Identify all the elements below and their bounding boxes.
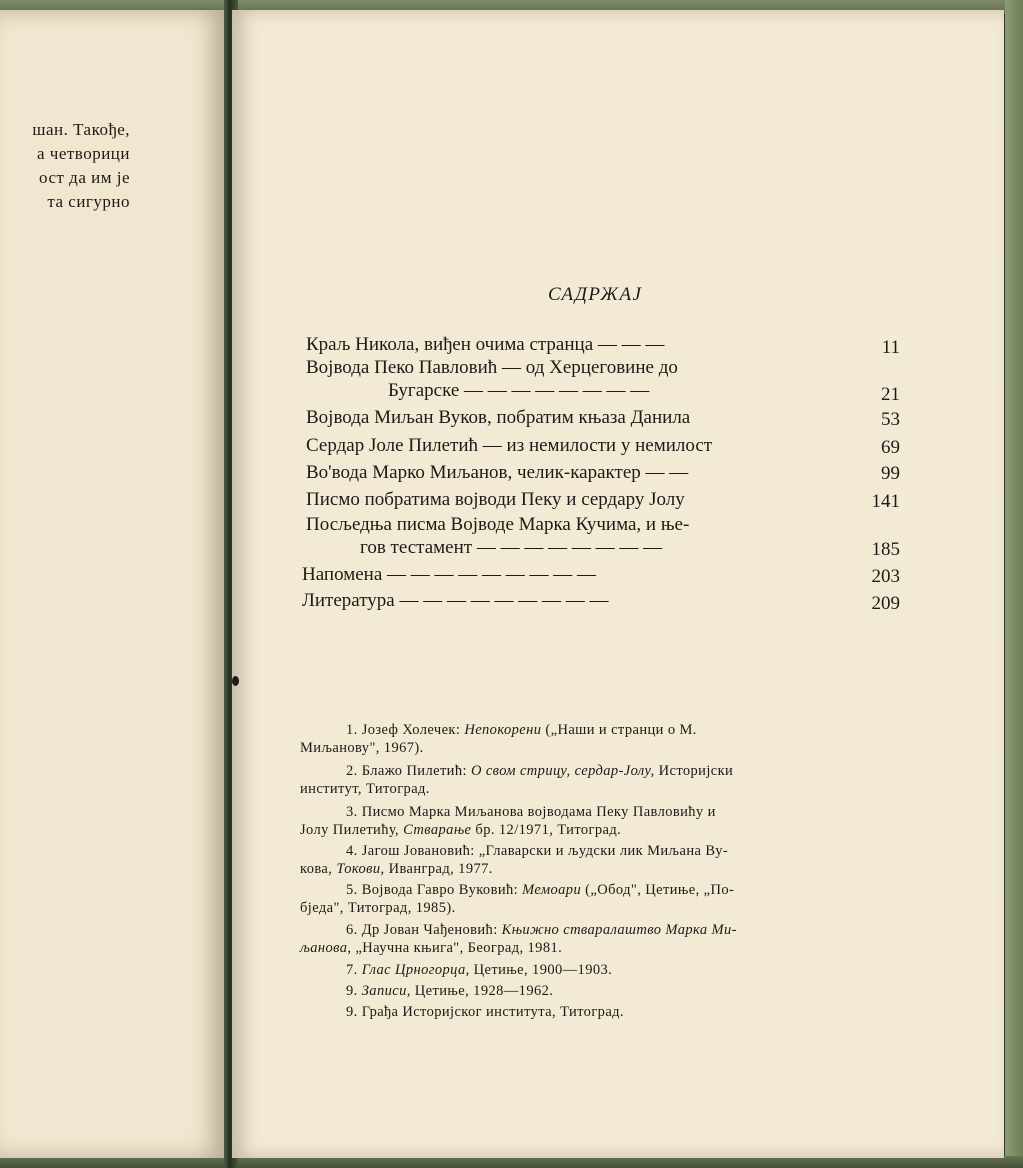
toc-entry-title-continued: Бугарске — — — — — — — —	[388, 380, 650, 401]
footnote	[346, 922, 737, 939]
toc-entry-title: Сердар Јоле Пилетић — из немилости у немилост	[306, 435, 713, 456]
footnote-continued: институт, Титоград.	[300, 781, 430, 797]
footnote-text: 2. Блажо Пилетић:	[346, 763, 467, 779]
footnote	[346, 882, 734, 899]
footnote-title: Стварање	[403, 822, 472, 838]
footnote-title: Књижно стваралаштво Марка Ми-	[501, 922, 737, 938]
footnote-text: („Обод", Цетиње, „По-	[585, 882, 735, 898]
left-line: ост да им је	[39, 168, 130, 187]
toc-entry-page: 203	[871, 566, 900, 587]
footnote-continued: бједа", Титоград, 1985).	[300, 900, 456, 916]
toc-entry-page: 185	[871, 539, 900, 560]
left-line: та сигурно	[47, 192, 130, 211]
toc-entry-page: 99	[881, 463, 900, 484]
footnote: 9. Грађа Историјског института, Титоград.	[346, 1004, 624, 1020]
footnote-text: („Наши и странци о М.	[545, 722, 697, 738]
footnote	[346, 722, 697, 739]
footnote-continued	[300, 861, 493, 878]
footnote-text: кова,	[300, 861, 333, 877]
toc-entry-title: Војвода Пеко Павловић — од Херцеговине до	[306, 357, 678, 378]
footnote-title: О свом стрицу, сердар-Јолу,	[470, 763, 655, 779]
footnote-text: „Научна књига", Београд, 1981.	[355, 940, 563, 956]
left-page-text	[32, 118, 130, 214]
toc-entry-page: 53	[881, 409, 900, 430]
footnote-text: 5. Војвода Гавро Вуковић:	[346, 882, 519, 898]
footnote-text: Историјски	[658, 763, 734, 779]
footnote	[346, 983, 553, 1000]
footnote-text: Иванград, 1977.	[388, 861, 493, 877]
toc-entry-title: Посљедња писма Војводе Марка Кучима, и ње-	[306, 514, 690, 535]
footnote-title: љанова,	[300, 940, 352, 956]
footnote-text: Цетиње, 1928—1962.	[414, 983, 554, 999]
footnote-text: 9.	[346, 983, 358, 999]
toc-entry-page: 141	[871, 491, 900, 512]
footnote-text: бр. 12/1971, Титоград.	[475, 822, 622, 838]
left-page	[0, 10, 226, 1158]
footnote-title: Мемоари	[522, 882, 582, 898]
left-line: шан. Такође,	[32, 120, 130, 139]
book-cover-right-edge	[1005, 0, 1023, 1168]
footnote-text: 1. Јозеф Холечек:	[346, 722, 461, 738]
toc-entry-title-continued: гов тестамент — — — — — — — —	[360, 537, 663, 558]
footnote-title: Записи,	[361, 983, 411, 999]
footnote	[346, 763, 733, 780]
ink-dot	[232, 676, 239, 686]
toc-entry-page: 11	[881, 337, 900, 358]
toc-entry-title: Краљ Никола, виђен очима странца — — —	[306, 334, 665, 355]
footnote-text: 6. Др Јован Чађеновић:	[346, 922, 498, 938]
footnote	[346, 962, 612, 979]
footnote-text: 7.	[346, 962, 358, 978]
footnote-title: Токови,	[336, 861, 385, 877]
left-line: а четворици	[36, 144, 130, 163]
toc-entry-title: Писмо побратима војводи Пеку и сердару Јолу	[306, 489, 685, 510]
toc-entry-page: 69	[881, 437, 900, 458]
footnote-text: Јолу Пилетићу,	[300, 822, 400, 838]
footnote-continued	[300, 822, 621, 839]
footnote-title: Непокорени	[464, 722, 542, 738]
footnote-title: Глас Црногорца,	[361, 962, 470, 978]
toc-entry-page: 21	[881, 384, 900, 405]
toc-title: САДРЖАЈ	[548, 284, 643, 305]
toc-entry-title: Литература — — — — — — — — —	[302, 590, 609, 611]
footnote: 4. Јагош Јовановић: „Главарски и људски лик Миљана Ву-	[346, 843, 729, 859]
toc-entry-title: Во'вода Марко Миљанов, челик-карактер — —	[306, 462, 689, 483]
toc-entry-title: Војвода Миљан Вуков, побратим књаза Данила	[306, 407, 691, 428]
footnote-continued	[300, 940, 562, 957]
footnote: 3. Писмо Марка Миљанова војводама Пеку Павловићу и	[346, 804, 716, 820]
footnote-text: Цетиње, 1900—1903.	[473, 962, 613, 978]
toc-entry-title: Напомена — — — — — — — — —	[302, 564, 597, 585]
footnote-continued: Миљанову", 1967).	[300, 740, 424, 756]
toc-entry-page: 209	[871, 593, 900, 614]
